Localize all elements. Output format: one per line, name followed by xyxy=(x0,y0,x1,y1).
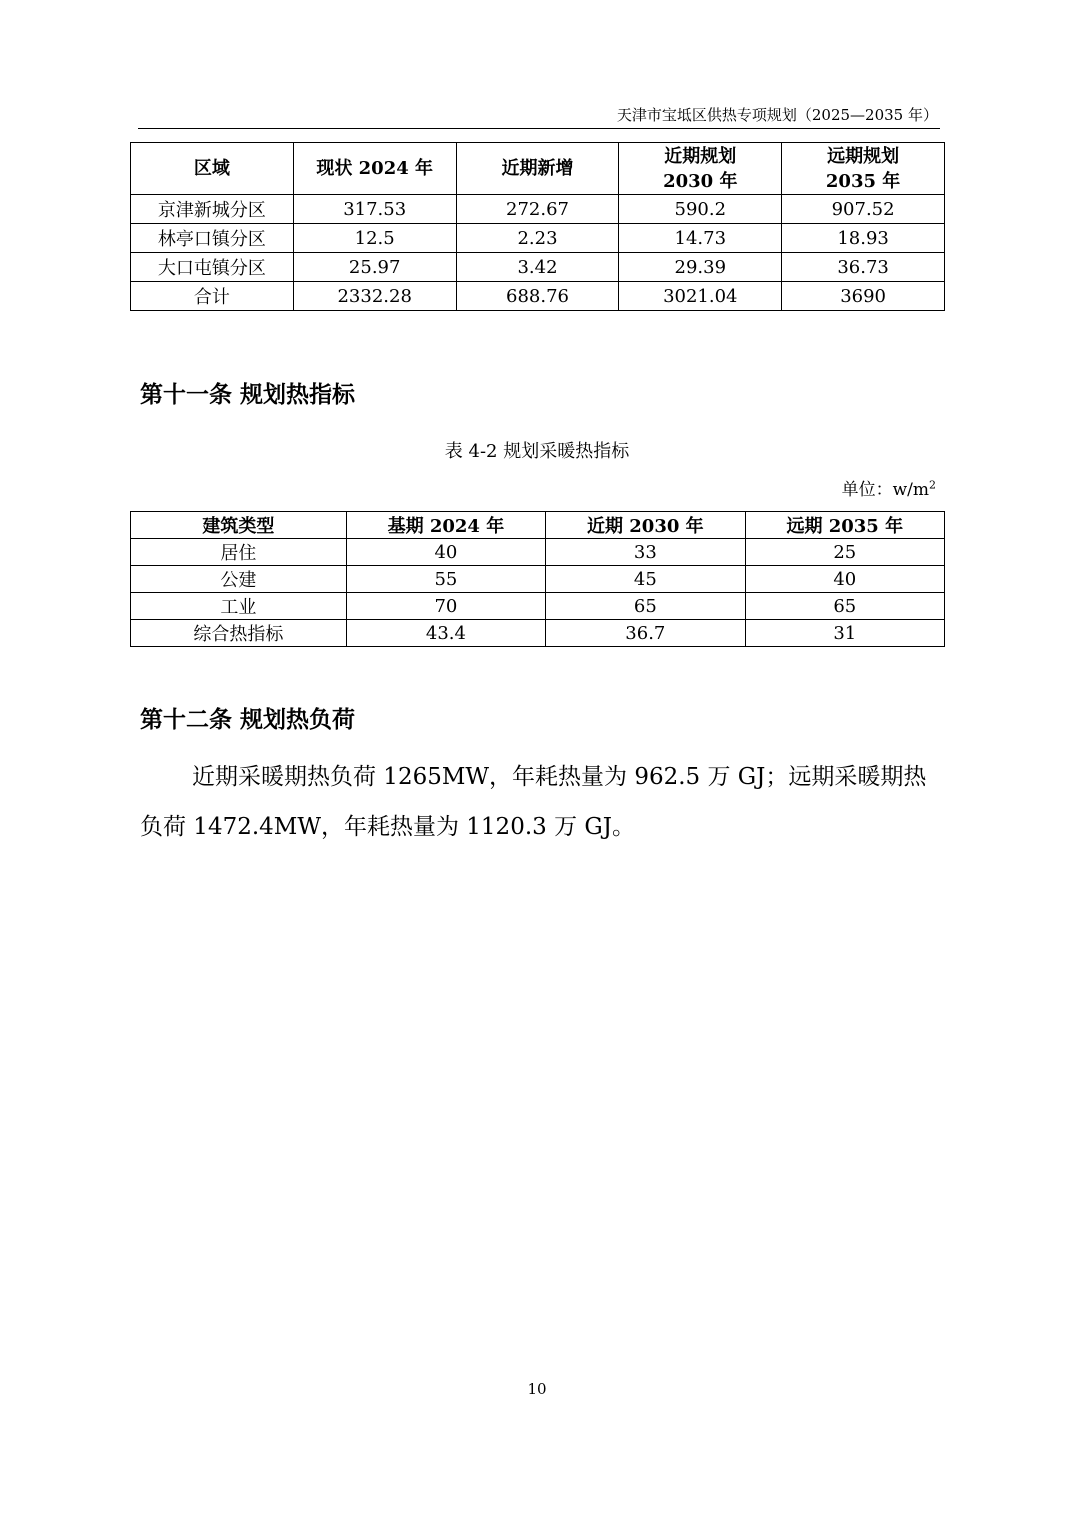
table-header-row xyxy=(131,143,945,195)
table-row xyxy=(131,224,945,253)
table-cell: 272.67 xyxy=(456,195,619,224)
table-cell: 36.7 xyxy=(546,620,745,647)
col-header-near-term-added: 近期新增 xyxy=(456,143,619,195)
col-header-near-2030: 近期 2030 年 xyxy=(546,512,745,539)
section-heading-12: 第十二条 规划热负荷 xyxy=(140,706,356,733)
table-caption: 表 4-2 规划采暖热指标 xyxy=(444,441,630,462)
table-cell: 40 xyxy=(346,539,545,566)
table-cell: 55 xyxy=(346,566,545,593)
table-cell: 65 xyxy=(745,593,944,620)
col-header-long-term-plan xyxy=(782,143,945,195)
table-cell: 2.23 xyxy=(456,224,619,253)
table-cell: 590.2 xyxy=(619,195,782,224)
col-header-region: 区域 xyxy=(131,143,294,195)
table-cell: 3021.04 xyxy=(619,282,782,311)
heating-index-table xyxy=(130,511,945,647)
table-cell: 33 xyxy=(546,539,745,566)
table-row xyxy=(131,566,945,593)
table-row xyxy=(131,253,945,282)
col-header-near-term-plan xyxy=(619,143,782,195)
col-header-building-type: 建筑类型 xyxy=(131,512,347,539)
table-cell: 43.4 xyxy=(346,620,545,647)
running-header: 天津市宝坻区供热专项规划（2025—2035 年） xyxy=(138,104,940,129)
table-cell: 2332.28 xyxy=(293,282,456,311)
table-cell: 18.93 xyxy=(782,224,945,253)
table-cell: 688.76 xyxy=(456,282,619,311)
col-header-far-2035: 远期 2035 年 xyxy=(745,512,944,539)
table-cell: 25 xyxy=(745,539,944,566)
table-cell: 45 xyxy=(546,566,745,593)
table-cell: 合计 xyxy=(131,282,294,311)
table-cell: 36.73 xyxy=(782,253,945,282)
table-cell: 907.52 xyxy=(782,195,945,224)
table-cell: 317.53 xyxy=(293,195,456,224)
unit-text: 单位：w/m xyxy=(841,480,929,500)
table-row xyxy=(131,195,945,224)
header-line: 远期规划 xyxy=(827,145,900,167)
table-cell: 工业 xyxy=(131,593,347,620)
table-cell: 31 xyxy=(745,620,944,647)
table-header-row xyxy=(131,512,945,539)
table-row xyxy=(131,539,945,566)
section-heading-11: 第十一条 规划热指标 xyxy=(140,381,356,408)
col-header-current-2024: 现状 2024 年 xyxy=(293,143,456,195)
table-cell: 65 xyxy=(546,593,745,620)
table-cell: 40 xyxy=(745,566,944,593)
header-line: 2030 年 xyxy=(663,170,738,192)
table-cell: 29.39 xyxy=(619,253,782,282)
regional-heating-table xyxy=(130,142,945,311)
table-cell: 京津新城分区 xyxy=(131,195,294,224)
table-cell: 公建 xyxy=(131,566,347,593)
header-line: 2035 年 xyxy=(825,170,901,192)
table-cell: 综合热指标 xyxy=(131,620,347,647)
table-cell: 70 xyxy=(346,593,545,620)
unit-superscript: 2 xyxy=(929,478,936,492)
col-header-base-2024: 基期 2024 年 xyxy=(346,512,545,539)
table-cell: 12.5 xyxy=(293,224,456,253)
table-row xyxy=(131,593,945,620)
table-row xyxy=(131,620,945,647)
table-cell: 14.73 xyxy=(619,224,782,253)
table-cell: 林亭口镇分区 xyxy=(131,224,294,253)
page-number: 10 xyxy=(527,1380,547,1398)
table-cell: 3690 xyxy=(782,282,945,311)
table-cell: 25.97 xyxy=(293,253,456,282)
table-cell: 3.42 xyxy=(456,253,619,282)
header-line: 近期规划 xyxy=(664,145,737,167)
table-cell: 居住 xyxy=(131,539,347,566)
table-cell: 大口屯镇分区 xyxy=(131,253,294,282)
table-row-total xyxy=(131,282,945,311)
unit-label xyxy=(842,475,936,500)
body-paragraph: 近期采暖期热负荷 1265MW，年耗热量为 962.5 万 GJ；远期采暖期热负荷 1472.4MW，年耗热量为 1120.3 万 GJ。 xyxy=(140,764,927,840)
